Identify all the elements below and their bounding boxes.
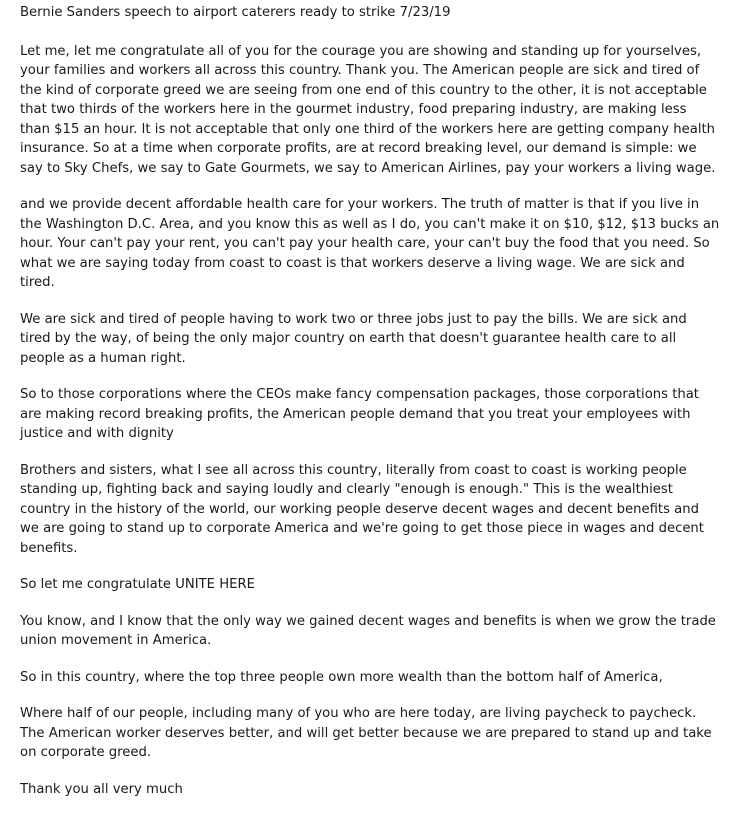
paragraph-line: Let me, let me congratulate all of you for the courage you are showing and standing up for yourselves, (20, 43, 702, 59)
document-body (20, 3, 734, 816)
speech-paragraphs (20, 42, 734, 800)
paragraph-line: union movement in America. (20, 633, 212, 648)
speech-paragraph (20, 780, 734, 800)
speech-paragraph (20, 575, 734, 595)
speech-paragraph (20, 704, 734, 763)
paragraph-line: country in the history of the world, our working people deserve decent wages and decent benefits and (20, 501, 699, 517)
paragraph-line: standing up, fighting back and saying loudly and clearly "enough is enough." This is the wealthiest (20, 482, 673, 497)
paragraph-line: people as a human right. (20, 350, 186, 366)
speech-paragraph (20, 310, 734, 369)
paragraph-line: justice and with dignity (20, 426, 174, 441)
paragraph-line: Where half of our people, including many of you who are here today, are living paycheck to paycheck. (20, 706, 697, 721)
paragraph-line: say to Sky Chefs, we say to Gate Gourmets, we say to American Airlines, pay your workers a living wage. (20, 160, 716, 176)
paragraph-line: than $15 an hour. It is not acceptable that only one third of the workers here are getting company health (20, 121, 716, 137)
paragraph-line: The American worker deserves better, and will get better because we are prepared to stand up and take (20, 725, 712, 741)
paragraph-line: So in this country, where the top three people own more wealth than the bottom half of America, (20, 669, 663, 685)
speech-paragraph (20, 668, 734, 688)
paragraph-line: We are sick and tired of people having to work two or three jobs just to pay the bills. We are sick and (20, 311, 687, 327)
paragraph-line: we are going to stand up to corporate America and we're going to get those piece in wages and decent (20, 521, 704, 536)
paragraph-line: are making record breaking profits, the American people demand that you treat your employees with (20, 406, 691, 422)
speech-paragraph (20, 385, 734, 444)
paragraph-line: Brothers and sisters, what I see all across this country, literally from coast to coast is working people (20, 462, 687, 478)
paragraph-line: tired by the way, of being the only major country on earth that doesn't guarantee health care to all (20, 331, 677, 346)
paragraph-line: the Washington D.C. Area, and you know this as well as I do, you can't make it on $10, $12, $13 bucks an (20, 216, 720, 232)
paragraph-line: You know, and I know that the only way we gained decent wages and benefits is when we grow the trade (20, 613, 716, 629)
document-title: Bernie Sanders speech to airport caterers ready to strike 7/23/19 (20, 5, 451, 20)
paragraph-line: that two thirds of the workers here in the gourmet industry, food preparing industry, are making less (20, 102, 687, 117)
paragraph-line: your families and workers all across this country. Thank you. The American people are sick and tired of (20, 63, 700, 78)
speech-paragraph (20, 461, 734, 559)
paragraph-line: insurance. So at a time when corporate profits, are at record breaking level, our demand is simple: we (20, 141, 697, 156)
paragraph-line: and we provide decent affordable health care for your workers. The truth of matter is that if you live in (20, 197, 700, 212)
paragraph-line: tired. (20, 275, 55, 290)
paragraph-line: So to those corporations where the CEOs make fancy compensation packages, those corporations that (20, 387, 699, 402)
paragraph-line: on corporate greed. (20, 745, 152, 760)
paragraph-line: benefits. (20, 540, 78, 556)
speech-paragraph (20, 42, 734, 179)
paragraph-line: Thank you all very much (20, 781, 183, 797)
paragraph-line: what we are saying today from coast to coast is that workers deserve a living wage. We are sick and (20, 255, 685, 271)
paragraph-line: hour. Your can't pay your rent, you can't pay your health care, your can't buy the food that you need. So (20, 236, 710, 251)
paragraph-line: the kind of corporate greed we are seeing from one end of this country to the other, it is not acceptable (20, 82, 707, 98)
speech-paragraph (20, 612, 734, 651)
speech-paragraph (20, 195, 734, 293)
paragraph-line: So let me congratulate UNITE HERE (20, 577, 255, 592)
